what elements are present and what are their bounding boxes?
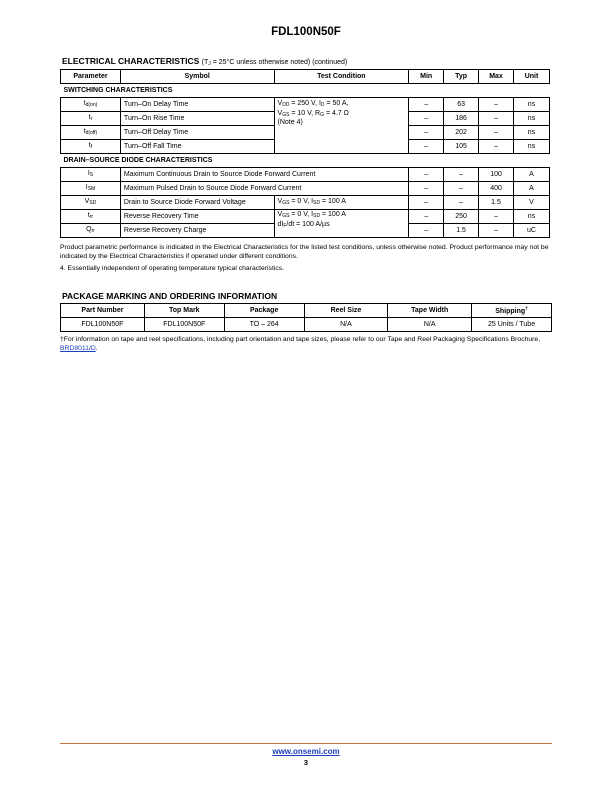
- typ-cell: 202: [444, 126, 479, 140]
- parameter-cell: Reverse Recovery Time: [120, 210, 274, 224]
- unit-cell: uC: [514, 224, 550, 238]
- page-number: 3: [303, 758, 309, 767]
- unit-cell: ns: [514, 210, 550, 224]
- unit-cell: ns: [514, 126, 550, 140]
- symbol-cell: $t_f$: [61, 140, 121, 154]
- max-cell: –: [479, 98, 514, 112]
- group-label-diode: DRAIN–SOURCE DIODE CHARACTERISTICS: [61, 154, 550, 168]
- electrical-title-text: ELECTRICAL CHARACTERISTICS: [62, 56, 200, 66]
- table-row: [61, 210, 550, 224]
- table-row: [61, 98, 550, 112]
- table-row: [61, 318, 552, 332]
- col-header-shipping: Shipping†: [472, 304, 552, 318]
- col-header-unit: Unit: [514, 70, 550, 84]
- table-header-row: [61, 70, 550, 84]
- footer-website-link[interactable]: www.onsemi.com: [272, 747, 340, 756]
- symbol-cell: $V_{SD}$: [61, 196, 121, 210]
- electrical-characteristics-table: [60, 69, 550, 238]
- typ-cell: 105: [444, 140, 479, 154]
- min-cell: –: [409, 196, 444, 210]
- col-header-min: Min: [409, 70, 444, 84]
- ordering-information-title: PACKAGE MARKING AND ORDERING INFORMATION: [62, 291, 278, 301]
- group-row-diode: [61, 154, 550, 168]
- min-cell: –: [409, 224, 444, 238]
- symbol-cell: $t_{d(on)}$: [61, 98, 121, 112]
- symbol-cell: $t_{d(off)}$: [61, 126, 121, 140]
- col-header-tape-width: Tape Width: [388, 304, 472, 318]
- typ-cell: 63: [444, 98, 479, 112]
- package-cell: TO – 264: [224, 318, 304, 332]
- unit-cell: A: [514, 168, 550, 182]
- parameter-cell: Turn–On Rise Time: [120, 112, 274, 126]
- typ-cell: 250: [444, 210, 479, 224]
- typ-cell: –: [444, 168, 479, 182]
- symbol-cell: $I_{SM}$: [61, 182, 121, 196]
- col-header-top-mark: Top Mark: [144, 304, 224, 318]
- footer-divider: [60, 743, 552, 744]
- col-header-parameter: Parameter: [61, 70, 121, 84]
- min-cell: –: [409, 126, 444, 140]
- max-cell: –: [479, 224, 514, 238]
- ordering-footnote: †For information on tape and reel specifications, including part orientation and tape sizes, please refer to our Tape and Reel Packaging Specifications Brochure, BRD8011/D.: [60, 336, 541, 352]
- reel-size-cell: N/A: [304, 318, 388, 332]
- symbol-cell: $t_r$: [61, 112, 121, 126]
- min-cell: –: [409, 182, 444, 196]
- shipping-cell: 25 Units / Tube: [472, 318, 552, 332]
- unit-cell: V: [514, 196, 550, 210]
- note-4: 4. Essentially independent of operating temperature typical characteristics.: [60, 265, 285, 272]
- col-header-package: Package: [224, 304, 304, 318]
- col-header-typ: Typ: [444, 70, 479, 84]
- max-cell: –: [479, 210, 514, 224]
- group-row-switching: [61, 84, 550, 98]
- part-number-cell: FDL100N50F: [61, 318, 145, 332]
- min-cell: –: [409, 140, 444, 154]
- col-header-part-number: Part Number: [61, 304, 145, 318]
- ordering-information-table: [60, 303, 552, 332]
- unit-cell: A: [514, 182, 550, 196]
- performance-note: Product parametric performance is indicated in the Electrical Characteristics for the listed test conditions, unless otherwise noted. Product performance may not be indicated by the Electrical Characteristics if operated under different conditions.: [60, 244, 549, 260]
- parameter-cell: Maximum Continuous Drain to Source Diode Forward Current: [120, 168, 408, 182]
- parameter-cell: Turn–Off Delay Time: [120, 126, 274, 140]
- top-mark-cell: FDL100N50F: [144, 318, 224, 332]
- symbol-cell: $I_S$: [61, 168, 121, 182]
- col-header-test-condition: Test Condition: [274, 70, 409, 84]
- table-row: [61, 168, 550, 182]
- min-cell: –: [409, 210, 444, 224]
- table-row: [61, 182, 550, 196]
- typ-cell: 1.5: [444, 224, 479, 238]
- brochure-link[interactable]: BRD8011/D: [60, 344, 96, 352]
- col-header-symbol: Symbol: [120, 70, 274, 84]
- parameter-cell: Turn–Off Fall Time: [120, 140, 274, 154]
- max-cell: 1.5: [479, 196, 514, 210]
- ordering-header-row: [61, 304, 552, 318]
- unit-cell: ns: [514, 112, 550, 126]
- parameter-cell: Turn–On Delay Time: [120, 98, 274, 112]
- parameter-cell: Reverse Recovery Charge: [120, 224, 274, 238]
- table-row: [61, 196, 550, 210]
- parameter-cell: Drain to Source Diode Forward Voltage: [120, 196, 274, 210]
- symbol-cell: $t_{rr}$: [61, 210, 121, 224]
- unit-cell: ns: [514, 98, 550, 112]
- test-condition-cell: $V_{GS} = 0$ V, $I_{SD} = 100$ A: [274, 196, 409, 210]
- symbol-cell: $Q_{rr}$: [61, 224, 121, 238]
- reverse-recovery-test-condition-cell: $V_{GS} = 0$ V, $I_{SD} = 100$ A $dI_F/dt = 100$ A/µs: [274, 210, 409, 238]
- typ-cell: –: [444, 182, 479, 196]
- max-cell: –: [479, 140, 514, 154]
- tape-width-cell: N/A: [388, 318, 472, 332]
- col-header-max: Max: [479, 70, 514, 84]
- min-cell: –: [409, 168, 444, 182]
- unit-cell: ns: [514, 140, 550, 154]
- typ-cell: 186: [444, 112, 479, 126]
- min-cell: –: [409, 98, 444, 112]
- max-cell: 400: [479, 182, 514, 196]
- min-cell: –: [409, 112, 444, 126]
- typ-cell: –: [444, 196, 479, 210]
- page-title: FDL100N50F: [271, 26, 341, 38]
- max-cell: 100: [479, 168, 514, 182]
- electrical-title-condition: ($T_J = 25^\circ C$ unless otherwise noted) (continued): [201, 59, 348, 67]
- max-cell: –: [479, 112, 514, 126]
- dagger-mark: †: [525, 305, 528, 312]
- col-header-reel-size: Reel Size: [304, 304, 388, 318]
- group-label-switching: SWITCHING CHARACTERISTICS: [61, 84, 550, 98]
- electrical-characteristics-title: [62, 56, 347, 67]
- switching-test-condition-cell: $V_{DD} = 250$ V, $I_D = 50$ A, $V_{GS} = 10$ V, $R_G = 4.7$ Ω (Note 4): [274, 98, 409, 154]
- max-cell: –: [479, 126, 514, 140]
- parameter-cell: Maximum Pulsed Drain to Source Diode Forward Current: [120, 182, 408, 196]
